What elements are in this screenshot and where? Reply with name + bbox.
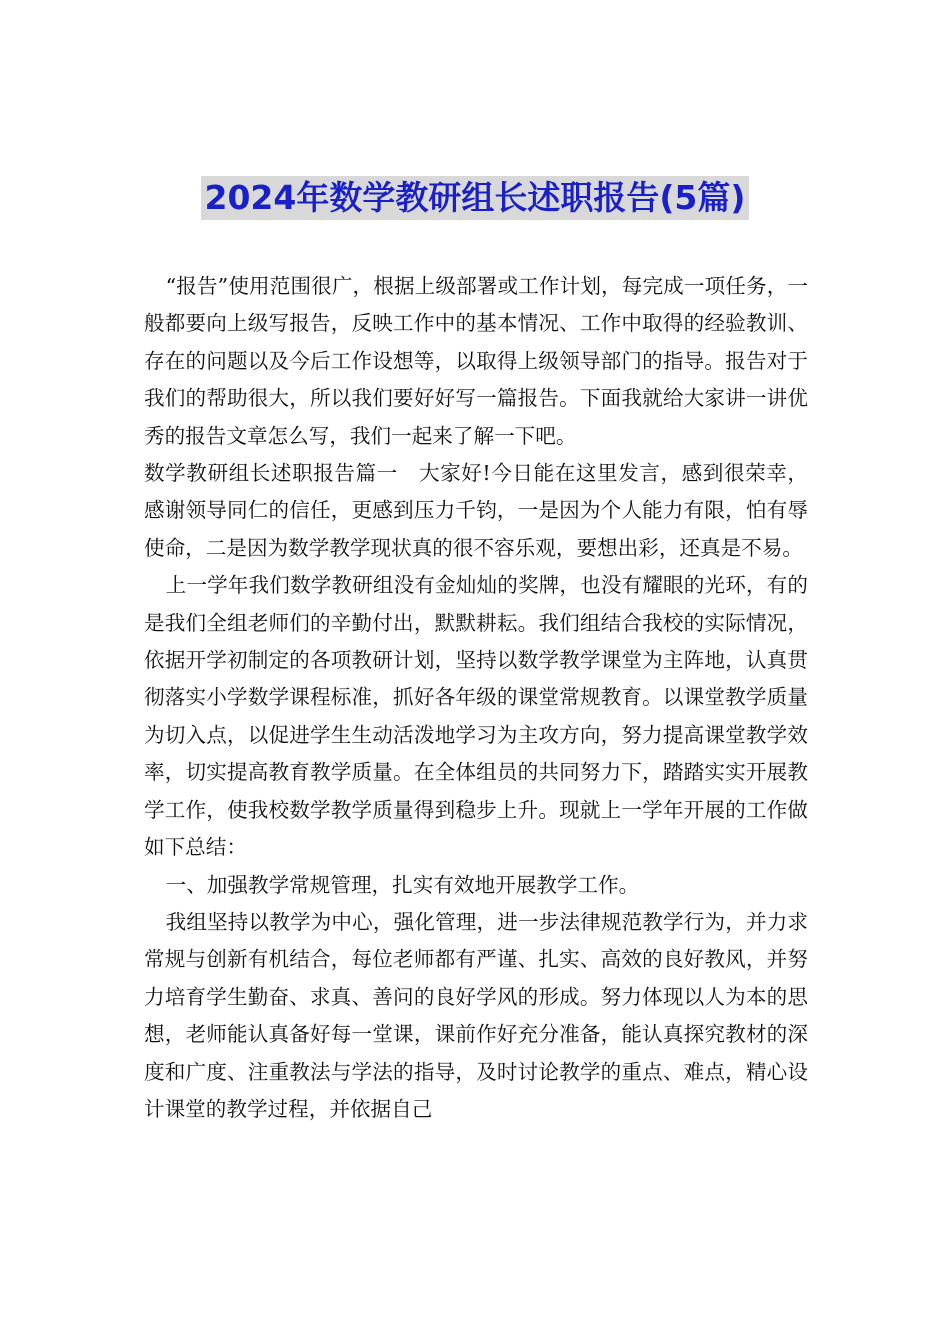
paragraph-last-year-summary: 上一学年我们数学教研组没有金灿灿的奖牌，也没有耀眼的光环，有的是我们全组老师们的辛勤付出，默默耕耘。我们组结合我校的实际情况，依据开学初制定的各项教研计划，坚持以数学教学课堂为主阵地，认真贯彻落实小学数学课程标准，抓好各年级的课堂常规教育。以课堂教学质量为切入点，以促进学生生动活泼地学习为主攻方向，努力提高课堂教学效率，切实提高教育教学质量。在全体组员的共同努力下，踏踏实实开展教学工作，使我校数学教学质量得到稳步上升。现就上一学年开展的工作做如下总结：: [144, 573, 808, 860]
paragraph-teaching-management: 我组坚持以教学为中心，强化管理，进一步法律规范教学行为，并力求常规与创新有机结合，每位老师都有严谨、扎实、高效的良好教风，并努力培育学生勤奋、求真、善问的良好学风的形成。努力体现以人为本的思想，老师能认真备好每一堂课，课前作好充分准备，能认真探究教材的深度和广度、注重教法与学法的指导，及时讨论教学的重点、难点，精心设计课堂的教学过程，并依据自己: [144, 909, 808, 1121]
paragraph-section-one-opening: 数学教研组长述职报告篇一 大家好!今日能在这里发言，感到很荣幸，感谢领导同仁的信任，更感到压力千钧，一是因为个人能力有限，怕有辱使命，二是因为数学教学现状真的很不容乐观，要想出彩，还真是不易。: [144, 461, 808, 560]
paragraph-heading-one: 一、加强教学常规管理，扎实有效地开展教学工作。: [165, 872, 640, 897]
document-body: [144, 268, 808, 1128]
paragraph-intro: “报告”使用范围很广，根据上级部署或工作计划，每完成一项任务，一般都要向上级写报告，反映工作中的基本情况、工作中取得的经验教训、存在的问题以及今后工作设想等，以取得上级领导部门的指导。报告对于我们的帮助很大，所以我们要好好写一篇报告。下面我就给大家讲一讲优秀的报告文章怎么写，我们一起来了解一下吧。: [144, 274, 808, 448]
title-container: [0, 176, 950, 220]
document-title: 2024年数学教研组长述职报告(5篇): [201, 176, 750, 220]
